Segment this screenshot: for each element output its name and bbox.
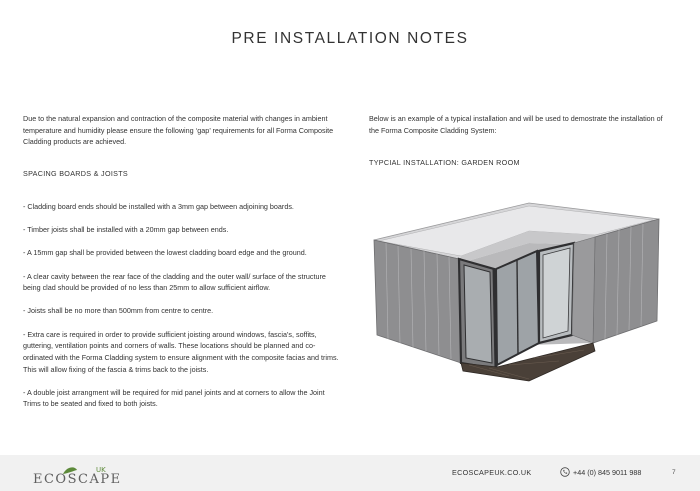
- bullet-ground-gap: - A 15mm gap shall be provided between the lowest cladding board edge and the ground.: [23, 248, 307, 258]
- left-column: [23, 113, 343, 422]
- bullet-joist-spacing: - Joists shall be no more than 500mm from centre to centre.: [23, 306, 214, 316]
- section-heading-spacing: SPACING BOARDS & JOISTS: [23, 169, 129, 179]
- bullet-board-gap: - Cladding board ends should be installed with a 3mm gap between adjoining boards.: [23, 201, 294, 211]
- footer: [0, 455, 700, 491]
- phone-number[interactable]: +44 (0) 845 9011 988: [573, 468, 642, 477]
- garden-room-illustration: [369, 193, 669, 398]
- bullet-cavity: - A clear cavity between the rear face of the cladding and the outer wall/ surface of the structure being clad should be provided of no less than 25mm to allow sufficient airflow.: [23, 271, 326, 293]
- page-number: 7: [672, 469, 676, 476]
- example-intro: Below is an example of a typical installation and will be used to demostrate the installation of the Forma Composite Cladding System:: [369, 114, 663, 135]
- illustration-heading: TYPCIAL INSTALLATION: GARDEN ROOM: [369, 157, 520, 167]
- svg-text:ECOSCAPE: ECOSCAPE: [33, 472, 122, 486]
- bullet-double-joist: - A double joist arrangment will be required for mid panel joints and at corners to allow the Joint Trims to be seated and fixed to both joists.: [23, 387, 325, 409]
- intro-paragraph: Due to the natural expansion and contraction of the composite material with changes in ambient temperature and humidity please ensure the following ‘gap’ requirements for all Forma Composite Cladding products are achieved.: [23, 114, 334, 147]
- page-title: PRE INSTALLATION NOTES: [231, 30, 469, 47]
- bullet-extra-care: - Extra care is required in order to provide sufficient joisting around windows, fascia’s, soffits, guttering, ventilation points and corners of walls. These locations should be planned and co-ordinated with the Forma Cladding system to ensure alignment with the composite facias and trims. This will allow fixing of the fascia & trims back to the joists.: [23, 329, 339, 374]
- phone-icon: [560, 467, 570, 477]
- bullet-joist-gap: - Timber joists shall be installed with a 20mm gap between ends.: [23, 225, 229, 235]
- right-column: [369, 113, 669, 180]
- svg-text:UK: UK: [96, 466, 106, 474]
- ecoscape-logo: [33, 464, 133, 486]
- website-link[interactable]: ECOSCAPEUK.CO.UK: [452, 468, 532, 477]
